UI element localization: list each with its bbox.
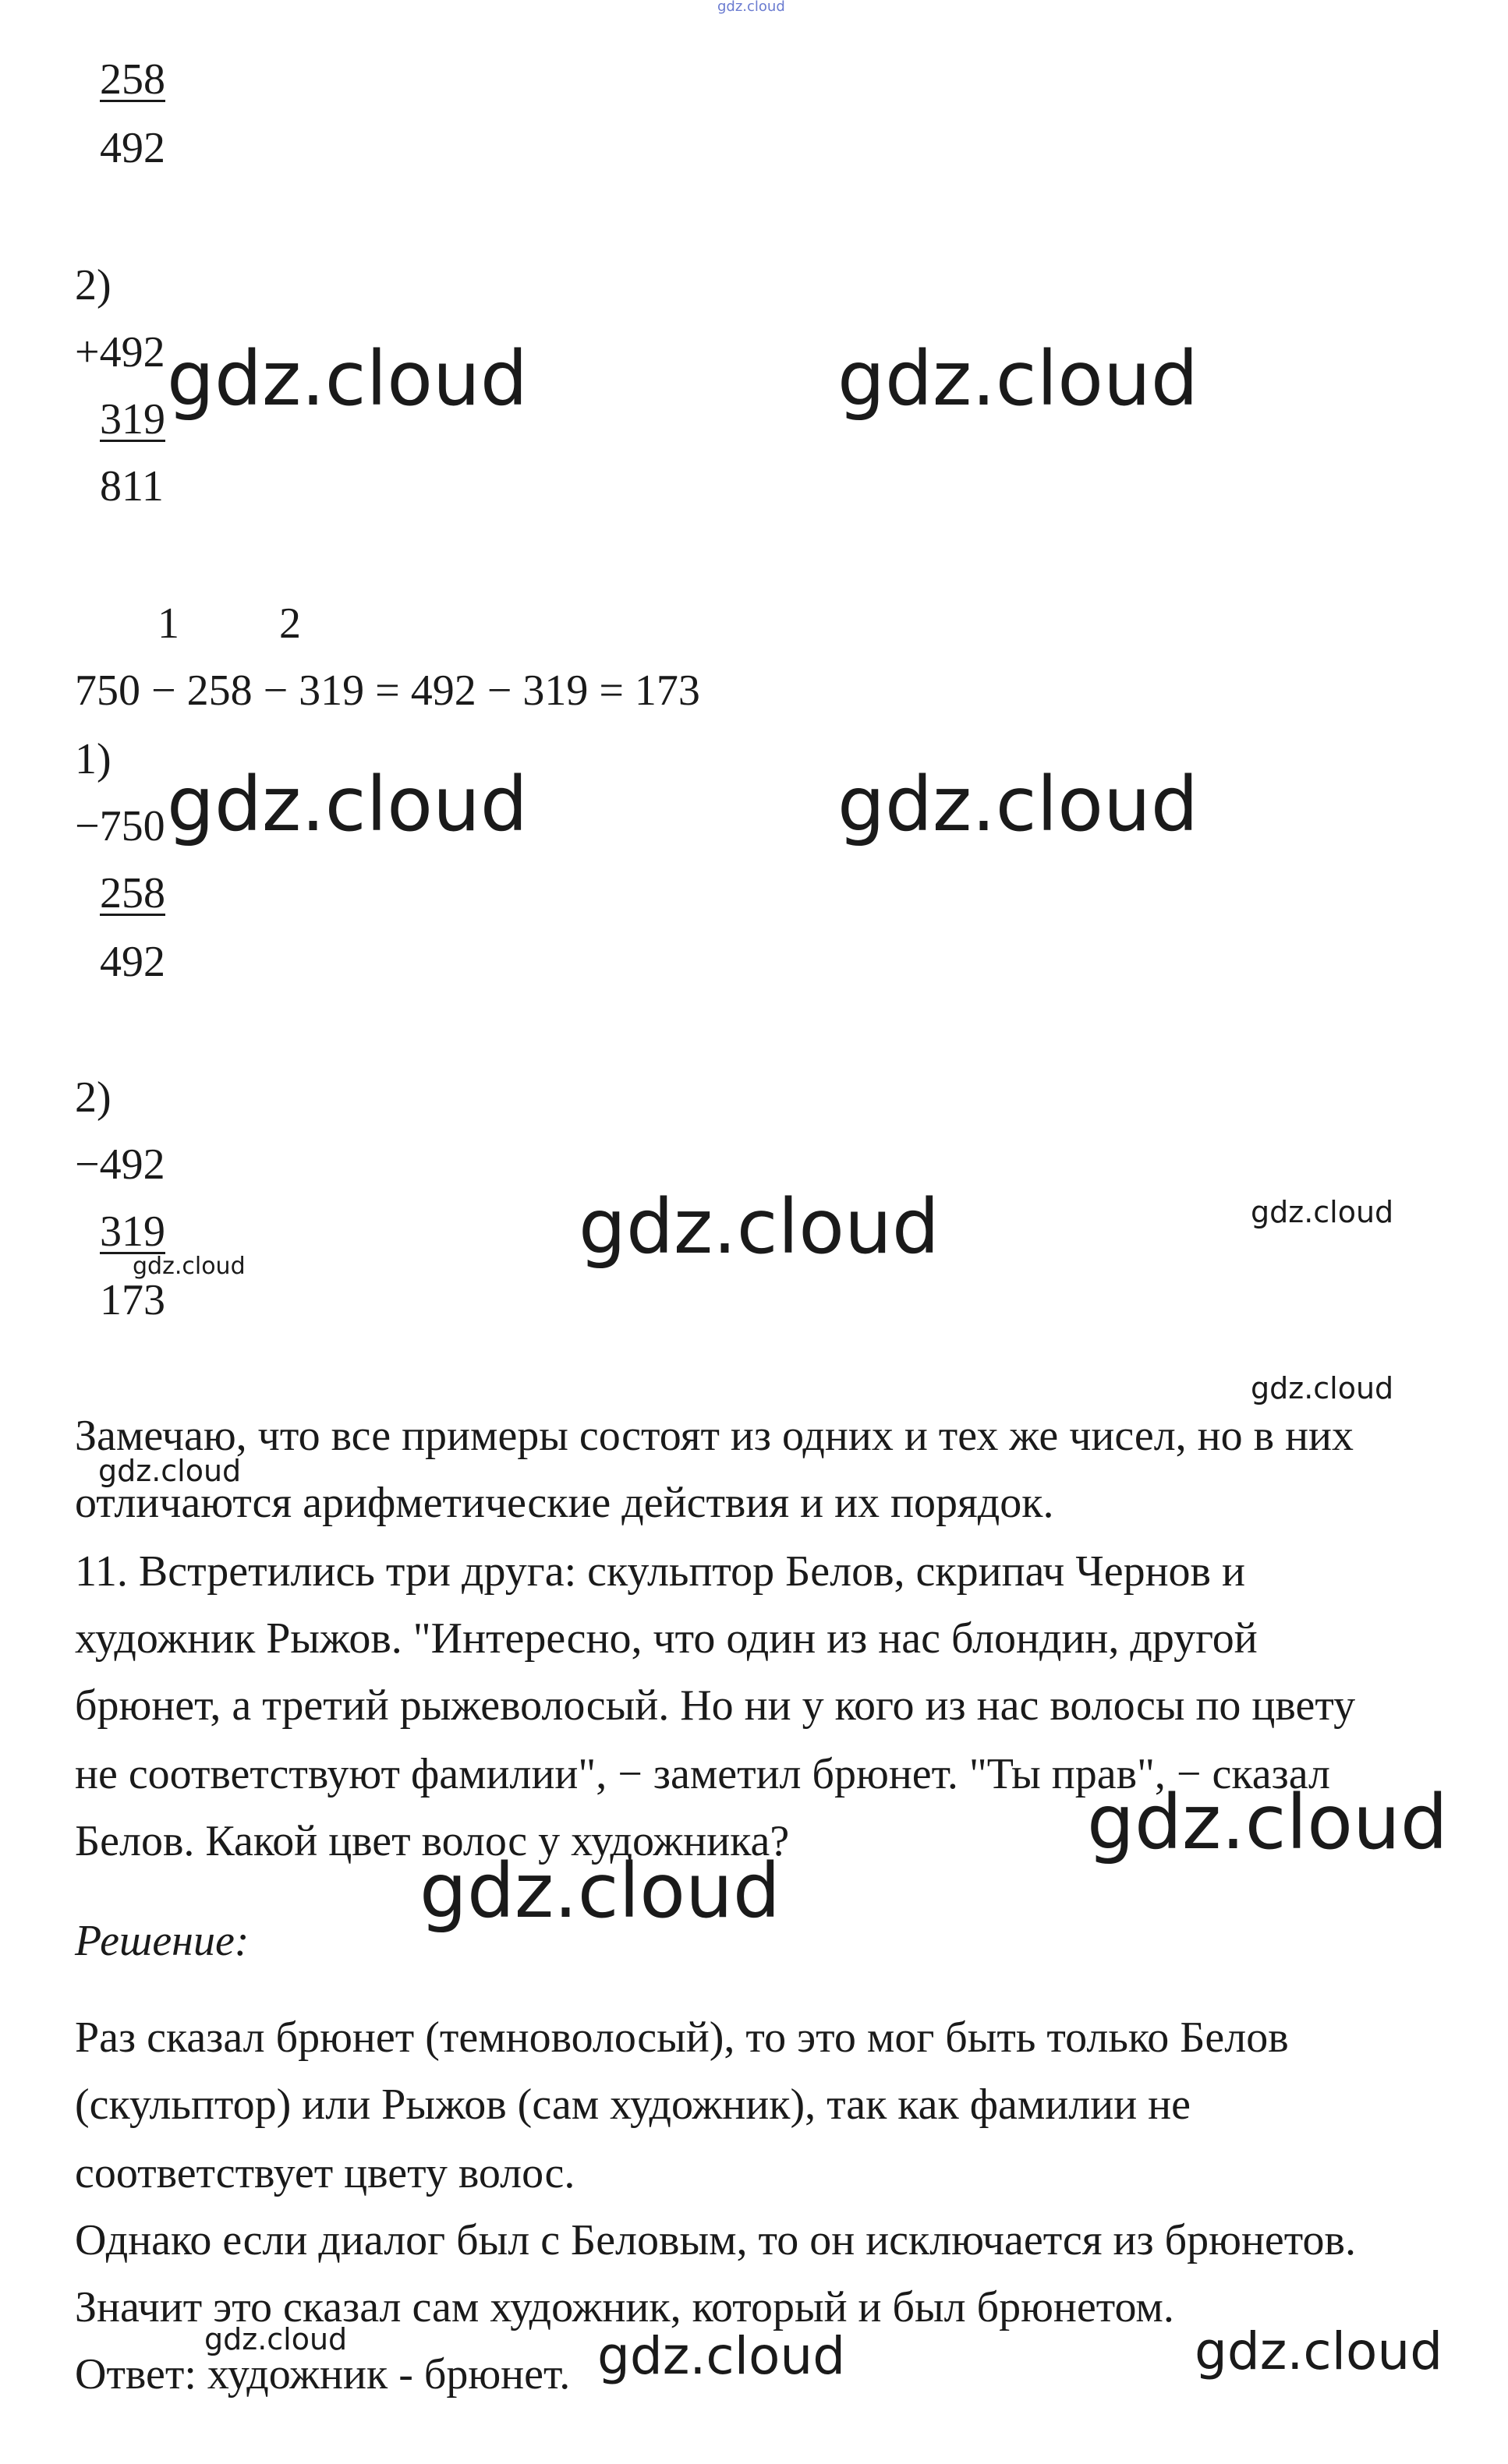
solution-line-3: соответствует цвету волос. [75,2149,575,2197]
block-d-operand1: −492 [75,1140,165,1189]
watermark-10: gdz.cloud [1087,1779,1448,1866]
solution-label: Решение: [75,1917,250,1965]
watermark-2: gdz.cloud [837,335,1198,422]
header-watermark: gdz.cloud [717,0,785,15]
block-c-operand2: 258 [100,869,165,917]
task-line-4: не соответствуют фамилии", − заметил брюнет. "Ты прав", − сказал [75,1750,1330,1798]
block-b-operand1: +492 [75,328,165,376]
watermark-1: gdz.cloud [167,335,528,422]
block-a-result: 492 [100,124,165,172]
solution-line-1: Раз сказал брюнет (темноволосый), то это мог быть только Белов [75,2013,1289,2062]
block-b-operand2: 319 [100,395,165,444]
solution-line-5: Значит это сказал сам художник, который и был брюнетом. [75,2283,1174,2331]
watermark-13: gdz.cloud [597,2326,846,2386]
watermark-12: gdz.cloud [204,2322,348,2356]
solution-line-6: Ответ: художник - брюнет. [75,2350,571,2399]
watermark-3: gdz.cloud [167,761,528,848]
solution-line-4: Однако если диалог был с Беловым, то он исключается из брюнетов. [75,2216,1356,2264]
watermark-11: gdz.cloud [419,1847,781,1935]
task-line-2: художник Рыжов. "Интересно, что один из нас блондин, другой [75,1614,1258,1663]
watermark-4: gdz.cloud [837,761,1198,848]
block-c-operand1: −750 [75,802,165,850]
task-line-3: брюнет, а третий рыжеволосый. Но ни у кого из нас волосы по цвету [75,1681,1356,1730]
watermark-9: gdz.cloud [98,1454,242,1488]
block-a-subtrahend: 258 [100,55,165,104]
watermark-6: gdz.cloud [1251,1195,1394,1229]
block-c-result: 492 [100,938,165,986]
block-b-label: 2) [75,261,112,309]
task-line-1: 11. Встретились три друга: скульптор Белов, скрипач Чернов и [75,1547,1245,1596]
watermark-8: gdz.cloud [1251,1371,1394,1405]
block-c-label: 1) [75,735,112,783]
conclusion-line-1: Замечаю, что все примеры состоят из одних и тех же чисел, но в них [75,1412,1354,1460]
block-d-operand2: 319 [100,1207,165,1256]
expression: 750 − 258 − 319 = 492 − 319 = 173 [75,666,700,715]
conclusion-line-2: отличаются арифметические действия и их порядок. [75,1479,1054,1527]
block-d-label: 2) [75,1073,112,1122]
solution-line-2: (скульптор) или Рыжов (сам художник), так как фамилии не [75,2080,1191,2129]
task-line-5: Белов. Какой цвет волос у художника? [75,1817,790,1865]
block-d-result: 173 [100,1276,165,1324]
watermark-14: gdz.cloud [1195,2321,1443,2381]
watermark-7: gdz.cloud [133,1253,246,1280]
block-b-result: 811 [100,462,164,511]
expression-step1-marker: 1 [158,599,179,648]
expression-step2-marker: 2 [279,599,301,648]
watermark-5: gdz.cloud [579,1183,940,1271]
